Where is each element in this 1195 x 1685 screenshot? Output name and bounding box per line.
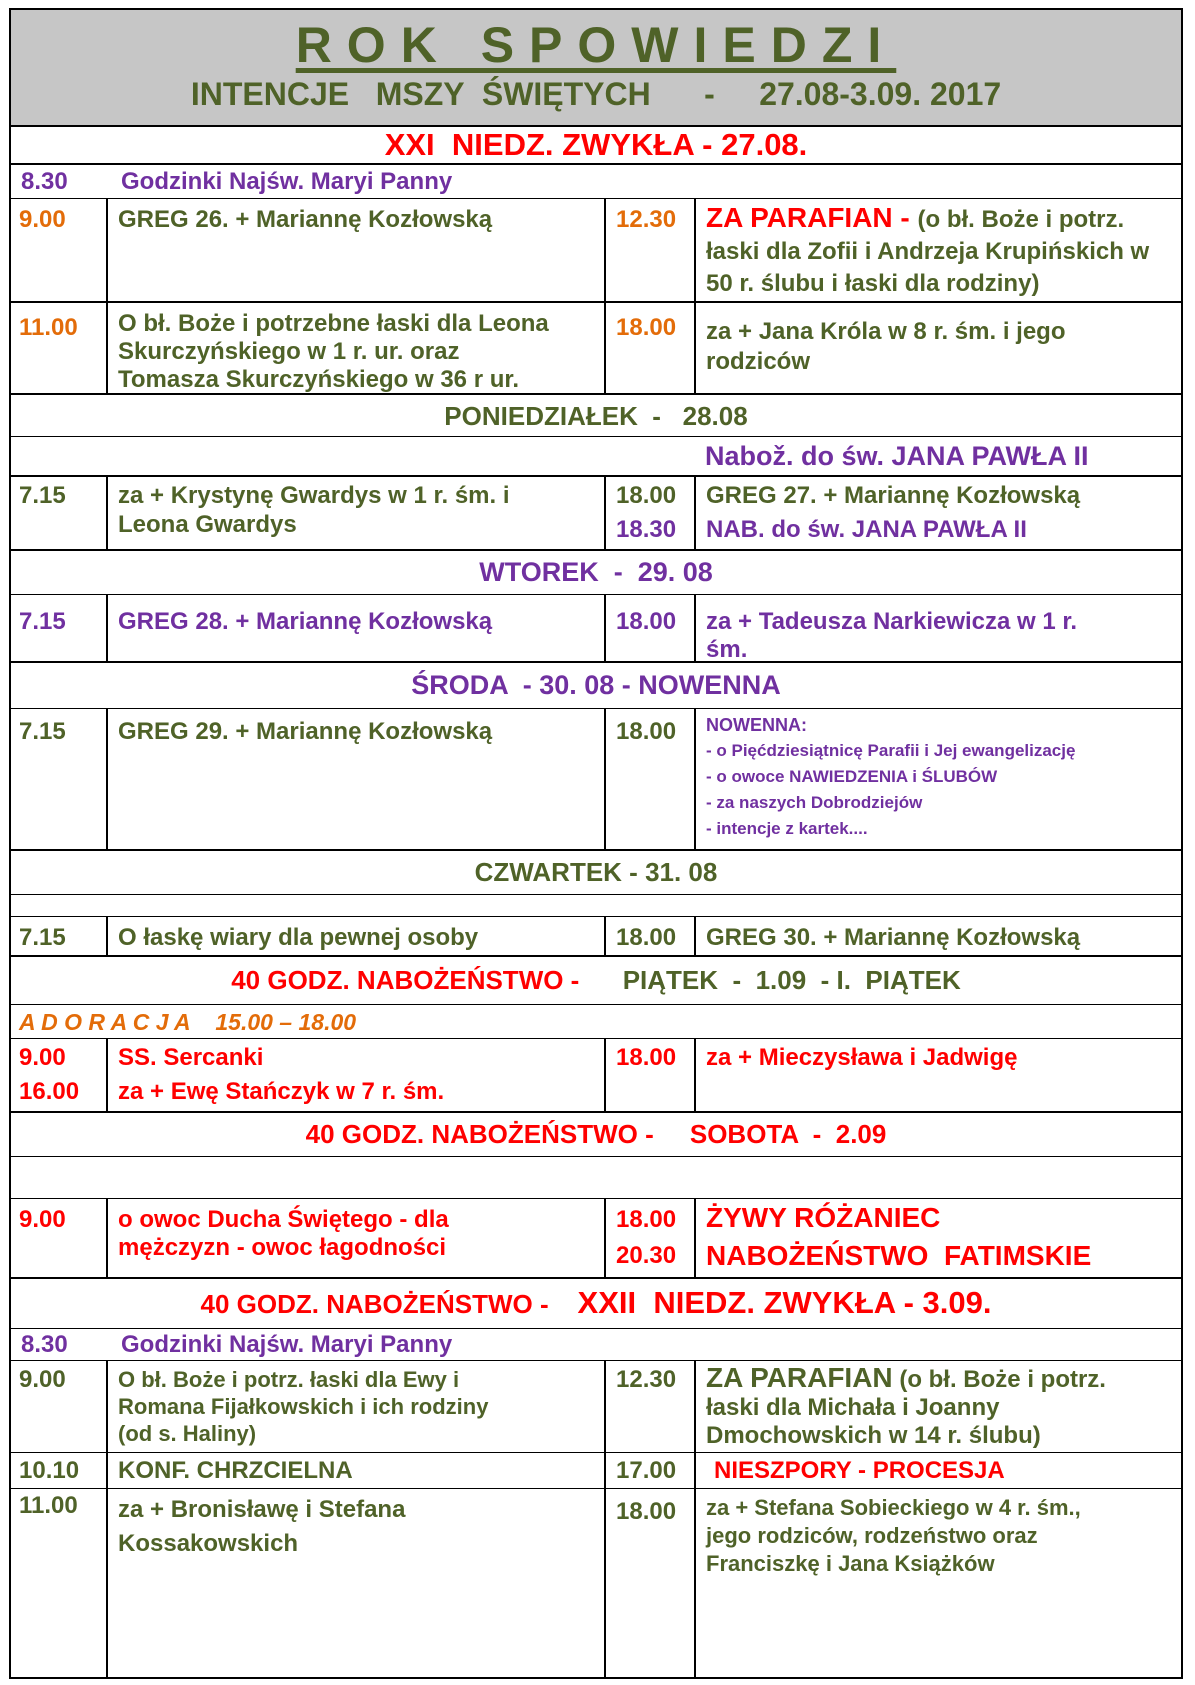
mass-intention-line: łaski dla Zofii i Andrzeja Krupińskich w <box>706 238 1150 265</box>
mass-intention-line: jego rodziców, rodzeństwo oraz <box>706 1523 1038 1548</box>
mass-time: 9.00 <box>19 1206 66 1233</box>
mass-intention: GREG 26. + Mariannę Kozłowską <box>118 206 493 233</box>
mass-intention-line: Franciszkę i Jana Książków <box>706 1551 995 1576</box>
mass-intention-line: o owoc Ducha Świętego - dla <box>118 1206 449 1233</box>
day-heading-text: CZWARTEK - 31. 08 <box>474 857 718 887</box>
mass-intention-line: za + Krystynę Gwardys w 1 r. śm. i <box>118 482 510 509</box>
day-heading-thursday <box>11 851 1181 895</box>
table-row-empty <box>11 1157 1181 1199</box>
mass-intention: GREG 29. + Mariannę Kozłowską <box>118 718 493 745</box>
mass-time: 18.00 <box>616 608 677 635</box>
mass-intention-line: za + Tadeusza Narkiewicza w 1 r. <box>706 608 1078 635</box>
mass-intention-line: rodziców <box>706 348 811 375</box>
table-row <box>11 165 1181 199</box>
adoration-note: A D O R A C J A 15.00 – 18.00 <box>19 1009 357 1035</box>
mass-intention: SS. Sercanki <box>118 1044 264 1071</box>
mass-time: 12.30 <box>616 206 677 233</box>
day-heading-sunday-2 <box>11 1279 1181 1329</box>
table-row <box>11 1453 1181 1489</box>
mass-intention-line: Kossakowskich <box>118 1530 299 1557</box>
table-row <box>11 1489 1181 1677</box>
mass-intention: O łaskę wiary dla pewnej osoby <box>118 924 479 951</box>
mass-intention-line: Romana Fijałkowskich i ich rodziny <box>118 1394 489 1419</box>
mass-intention: za + Mieczysława i Jadwigę <box>706 1044 1018 1071</box>
page-title: ROK SPOWIEDZI <box>295 17 897 73</box>
day-heading-wednesday <box>11 663 1181 709</box>
mass-time: 18.30 <box>616 516 677 543</box>
mass-intention: GREG 27. + Mariannę Kozłowską <box>706 482 1081 509</box>
mass-intention-line: (od s. Haliny) <box>118 1421 257 1446</box>
table-row <box>11 1329 1181 1361</box>
mass-intention-line: Dmochowskich w 14 r. ślubu) <box>706 1422 1041 1449</box>
novena-line: - za naszych Dobrodziejów <box>706 793 923 812</box>
table-row-empty <box>11 895 1181 917</box>
day-heading-text: 40 GODZ. NABOŻEŃSTWO - XXII NIEDZ. ZWYKŁA - 3.09. <box>200 1285 992 1320</box>
mass-time: 9.00 <box>19 1366 66 1393</box>
mass-intention-line: za + Stefana Sobieckiego w 4 r. śm., <box>706 1495 1081 1520</box>
mass-intention-line: łaski dla Michała i Joanny <box>706 1394 1000 1421</box>
mass-intention: NAB. do św. JANA PAWŁA II <box>706 516 1027 543</box>
page-subtitle: INTENCJE MSZY ŚWIĘTYCH - 27.08-3.09. 2017 <box>190 76 1002 112</box>
mass-time: 18.00 <box>616 1498 677 1525</box>
mass-time: 10.10 <box>19 1457 80 1484</box>
day-heading-friday <box>11 957 1181 1005</box>
day-heading-text: PONIEDZIAŁEK - 28.08 <box>444 401 748 431</box>
table-row <box>11 709 1181 851</box>
mass-intention: Godzinki Najśw. Maryi Panny <box>121 1331 453 1358</box>
mass-intention-line: Leona Gwardys <box>118 511 297 538</box>
novena-line: - intencje z kartek.... <box>706 819 868 838</box>
header <box>11 10 1181 127</box>
day-heading-sunday-1 <box>11 125 1181 165</box>
day-heading-text: ŚRODA - 30. 08 - NOWENNA <box>411 670 781 700</box>
mass-time: 18.00 <box>616 1044 677 1071</box>
mass-intention-line: mężczyzn - owoc łagodności <box>118 1234 447 1261</box>
mass-intention: NIESZPORY - PROCESJA <box>714 1457 1005 1484</box>
mass-intention: KONF. CHRZCIELNA <box>118 1457 353 1484</box>
mass-intention: ŻYWY RÓŻANIEC <box>706 1202 941 1233</box>
novena-line: NOWENNA: <box>706 715 807 735</box>
table-row <box>11 437 1181 477</box>
table-row <box>11 1039 1181 1113</box>
table-row <box>11 477 1181 551</box>
table-row <box>11 595 1181 663</box>
mass-intention: GREG 28. + Mariannę Kozłowską <box>118 608 493 635</box>
schedule-page <box>9 8 1183 1679</box>
mass-intention: NABOŻEŃSTWO FATIMSKIE <box>706 1240 1092 1271</box>
table-row <box>11 917 1181 957</box>
mass-time: 11.00 <box>19 314 78 341</box>
table-row <box>11 1199 1181 1279</box>
table-row <box>11 1361 1181 1453</box>
mass-time: 9.00 <box>19 206 66 233</box>
mass-intention-line: za + Bronisławę i Stefana <box>118 1496 406 1523</box>
mass-intention: ZA PARAFIAN - (o bł. Boże i potrz. <box>706 202 1125 233</box>
devotion-note: Nabož. do św. JANA PAWŁA II <box>705 441 1089 471</box>
mass-intention-line: Skurczyńskiego w 1 r. ur. oraz <box>118 338 460 365</box>
mass-intention-line: O bł. Boże i potrzebne łaski dla Leona <box>118 310 549 337</box>
mass-time: 11.00 <box>19 1492 78 1519</box>
mass-time: 18.00 <box>616 1206 677 1233</box>
mass-time: 20.30 <box>616 1242 677 1269</box>
day-heading-tuesday <box>11 551 1181 595</box>
mass-intention-line: 50 r. ślubu i łaski dla rodziny) <box>706 270 1040 297</box>
day-heading-text: WTOREK - 29. 08 <box>479 557 713 587</box>
mass-time: 12.30 <box>616 1366 677 1393</box>
mass-time: 18.00 <box>616 718 677 745</box>
day-heading-text: XXI NIEDZ. ZWYKŁA - 27.08. <box>384 127 808 162</box>
mass-intention: Godzinki Najśw. Maryi Panny <box>121 168 453 195</box>
novena-line: - o owoce NAWIEDZENIA i ŚLUBÓW <box>706 767 998 786</box>
mass-time: 17.00 <box>616 1457 677 1484</box>
mass-time: 16.00 <box>19 1078 80 1105</box>
mass-time: 8.30 <box>21 1331 68 1358</box>
mass-intention-line: O bł. Boże i potrz. łaski dla Ewy i <box>118 1367 460 1392</box>
mass-intention-line: Tomasza Skurczyńskiego w 36 r ur. <box>118 366 520 393</box>
day-heading-text: 40 GODZ. NABOŻEŃSTWO - PIĄTEK - 1.09 - I. PIĄTEK <box>231 965 961 995</box>
mass-time: 7.15 <box>19 608 66 635</box>
mass-intention-line: za + Jana Króla w 8 r. śm. i jego <box>706 318 1066 345</box>
table-row <box>11 1005 1181 1039</box>
day-heading-saturday <box>11 1113 1181 1157</box>
mass-intention: za + Ewę Stańczyk w 7 r. śm. <box>118 1078 445 1105</box>
mass-intention: ZA PARAFIAN (o bł. Boże i potrz. <box>706 1362 1106 1393</box>
day-heading-monday <box>11 395 1181 437</box>
mass-time: 8.30 <box>21 168 68 195</box>
day-heading-text: 40 GODZ. NABOŻEŃSTWO - SOBOTA - 2.09 <box>305 1119 887 1149</box>
mass-intention-line: śm. <box>706 636 748 663</box>
mass-time: 7.15 <box>19 924 66 951</box>
mass-time: 7.15 <box>19 482 66 509</box>
table-row <box>11 303 1181 395</box>
table-row <box>11 199 1181 303</box>
mass-time: 9.00 <box>19 1044 66 1071</box>
mass-time: 7.15 <box>19 718 66 745</box>
mass-time: 18.00 <box>616 482 677 509</box>
mass-time: 18.00 <box>616 924 677 951</box>
novena-line: - o Pięćdziesiątnicę Parafii i Jej ewangelizację <box>706 741 1076 760</box>
mass-time: 18.00 <box>616 314 677 341</box>
mass-intention: GREG 30. + Mariannę Kozłowską <box>706 924 1081 951</box>
